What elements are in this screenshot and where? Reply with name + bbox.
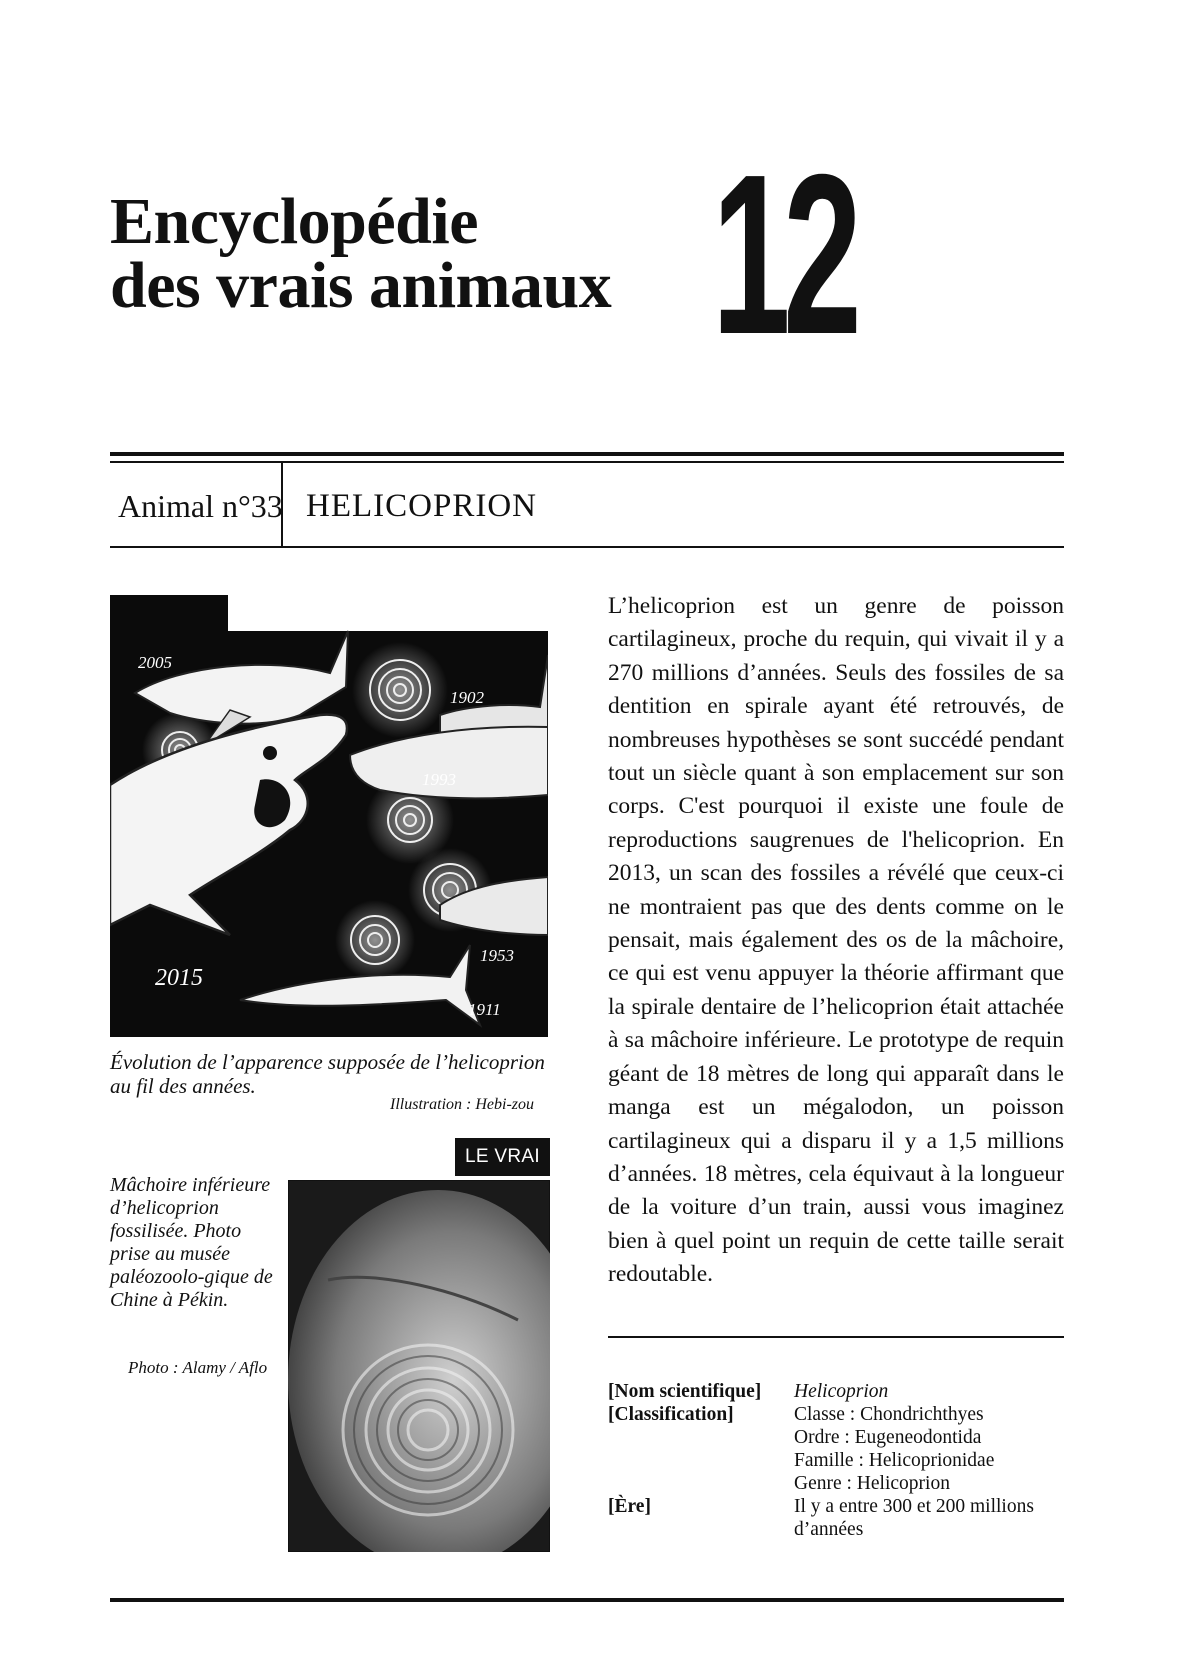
title-line-1: Encyclopédie (110, 185, 478, 258)
top-rule-thin (110, 461, 1064, 463)
fossil-jaw-photo (288, 1180, 550, 1552)
era-value-line1: Il y a entre 300 et 200 millions (794, 1496, 1034, 1517)
chapter-number: 12 (712, 128, 855, 382)
scientific-name-value: Helicoprion (794, 1381, 889, 1402)
facts-row-era (608, 1495, 1034, 1541)
facts-table (608, 1380, 1034, 1541)
page-bottom-rule (110, 1598, 1064, 1602)
classification-label: [Classification] (608, 1404, 734, 1425)
page-title (110, 185, 612, 322)
top-rule-thick (110, 452, 1064, 456)
animal-name: HELICOPRION (306, 488, 537, 524)
year-label: 2015 (155, 965, 203, 991)
drawing-credit: Illustration : Hebi-zou (390, 1096, 534, 1113)
article-paragraph: L’helicoprion est un genre de poisson cartilagineux, proche du requin, qui vivait il y a 270 millions d’années. Seuls des fossiles de sa dentition en spirale ayant été retrouvés, de nombreuses hypothèses se sont succédé pendant tout un siècle quant à son emplacement sur son corps. C'est pourquoi il existe une foule de reproductions saugrenues de l'helicoprion. En 2013, un scan des fossiles a révélé que ceux-ci ne montraient pas que des dents comme on le pensait, mais également des os de la mâchoire, ce qui est venu appuyer la théorie affirmant que la spirale dentaire de l’helicoprion était attachée à sa mâchoire inférieure. Le prototype de requin géant de 18 mètres de long qui apparaît dans le manga est un mégalodon, un poisson cartilagineux qui a disparu il y a 1,5 millions d’années. 18 mètres, cela équivaut à la longueur de la voiture d’un train, aussi vous imaginez bien à quel point un requin de cette taille serait redoutable. (608, 593, 1064, 1288)
scientific-name-label: [Nom scientifique] (608, 1381, 762, 1402)
year-label: 1953 (480, 946, 514, 965)
classification-genre: Genre : Helicoprion (794, 1473, 950, 1494)
year-label: 1993 (422, 770, 456, 789)
animal-number: Animal n°33 (118, 488, 283, 524)
classification-ordre: Ordre : Eugeneodontida (794, 1427, 982, 1448)
entry-bottom-rule (110, 546, 1064, 548)
classification-famille: Famille : Helicoprionidae (794, 1450, 995, 1471)
helicoprion-evolution-illustration (110, 595, 548, 1037)
photo-credit: Photo : Alamy / Aflo (128, 1358, 268, 1377)
title-line-2: des vrais animaux (110, 249, 612, 322)
facts-row-scientific-name (608, 1380, 1034, 1403)
era-value-line2: d’années (794, 1519, 864, 1540)
era-label: [Ère] (608, 1496, 651, 1517)
year-label: 2005 (138, 653, 172, 672)
article-body (608, 590, 1064, 1292)
year-label: 1902 (450, 688, 484, 707)
facts-row-classification (608, 1403, 1034, 1495)
body-bottom-rule (608, 1336, 1064, 1338)
year-label: 1911 (468, 1000, 501, 1019)
drawing-caption: Évolution de l’apparence supposée de l’helicoprion au fil des années. (110, 1050, 545, 1098)
photo-tag: LE VRAI (455, 1138, 550, 1176)
classification-classe: Classe : Chondrichthyes (794, 1404, 984, 1425)
photo-caption: Mâchoire inférieure d’helicoprion fossilisée. Photo prise au musée paléozoolo-gique de Chine à Pékin. (110, 1174, 273, 1311)
